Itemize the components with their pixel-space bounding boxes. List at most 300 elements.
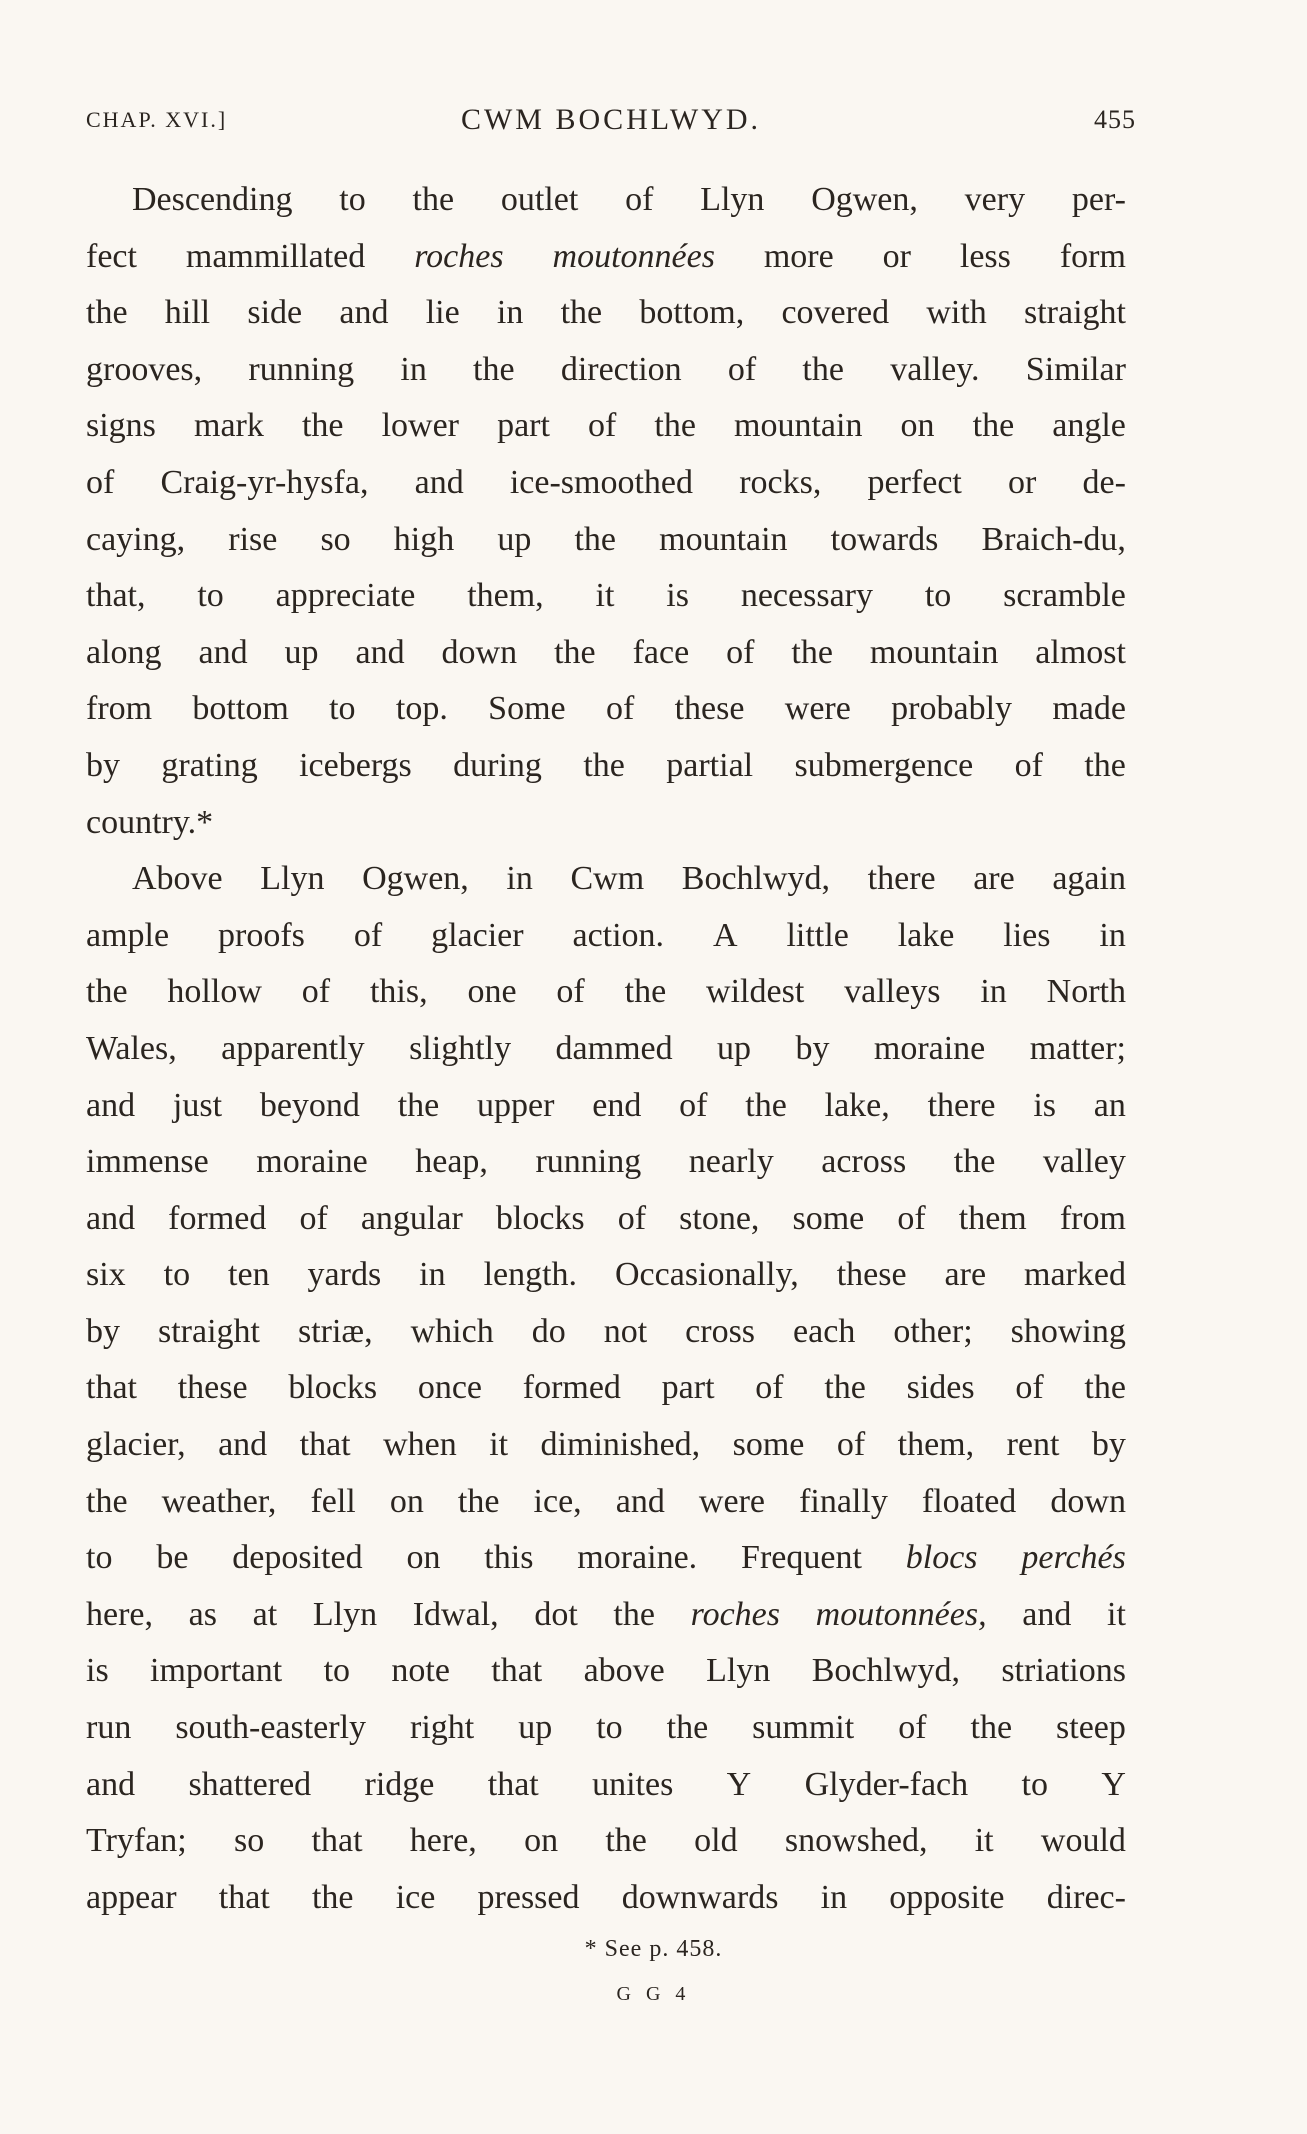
word: outlet [500, 181, 579, 218]
word: is [1033, 1086, 1056, 1124]
word: wildest [706, 973, 805, 1011]
word: by [86, 1312, 120, 1350]
word: formed [522, 1369, 621, 1407]
word: of [301, 973, 331, 1011]
word: the [397, 1086, 440, 1124]
word: ridge [364, 1765, 435, 1803]
word: is [666, 577, 689, 615]
word: and [86, 1086, 136, 1124]
word: Bochlwyd, [811, 1652, 960, 1690]
word: Craig-yr-hysfa, [160, 463, 369, 501]
word: blocks [288, 1369, 378, 1407]
word: bottom [192, 690, 289, 728]
word: mountain [869, 633, 999, 671]
text-line [86, 285, 1126, 342]
word: it [1107, 1595, 1126, 1633]
word: some [792, 1199, 865, 1237]
word: and [218, 1426, 268, 1464]
word: end [592, 1086, 642, 1124]
word: are [973, 860, 1015, 898]
word: ice [395, 1878, 436, 1916]
word: of [353, 916, 383, 954]
word: of [588, 407, 617, 445]
word: and [615, 1482, 665, 1520]
word: that [311, 1822, 363, 1860]
word: signs [86, 407, 156, 445]
word: the [972, 407, 1015, 445]
word: Llyn [260, 860, 325, 898]
word: each [793, 1312, 856, 1350]
word: these [177, 1369, 248, 1407]
word: in [496, 294, 524, 332]
word: lake [897, 916, 955, 954]
word: of [617, 1199, 647, 1237]
word: immense [86, 1143, 209, 1181]
word: the [1084, 1369, 1126, 1407]
word: moraine [256, 1143, 368, 1181]
text-line [86, 908, 1126, 965]
word: the [86, 294, 128, 332]
word: the [86, 1482, 128, 1520]
word: mammillated [185, 237, 366, 275]
text-line [86, 455, 1126, 512]
word: deposited [232, 1539, 363, 1577]
word: action. [572, 916, 665, 954]
word: it [489, 1426, 509, 1464]
word: when [383, 1426, 457, 1464]
word: more [763, 237, 834, 275]
text-line [86, 1247, 1126, 1304]
word: of [755, 1369, 784, 1407]
word: of [1014, 746, 1043, 784]
word: would [1040, 1822, 1126, 1860]
word: ice-smoothed [509, 463, 694, 501]
word: which [410, 1312, 494, 1350]
word: once [417, 1369, 483, 1407]
word: hollow [167, 973, 262, 1011]
word: to [163, 1256, 191, 1294]
text-line [86, 1078, 1126, 1135]
word: important [150, 1652, 283, 1690]
word: the [624, 973, 667, 1011]
word: showing [1010, 1312, 1126, 1350]
word: top. [395, 690, 448, 728]
word: them, [897, 1426, 975, 1464]
word: form [1059, 237, 1126, 275]
word: the [412, 181, 455, 218]
word: up [284, 633, 319, 671]
word: these [674, 690, 745, 728]
word: Tryfan; [86, 1822, 187, 1860]
word: and [198, 633, 248, 671]
running-head [86, 103, 1136, 139]
word: made [1052, 690, 1126, 728]
text-line [86, 1813, 1126, 1870]
word: grating [161, 746, 258, 784]
word: Frequent [741, 1539, 862, 1577]
word: the [613, 1595, 655, 1633]
word: of [605, 690, 635, 728]
word: angle [1052, 407, 1126, 445]
word: slightly [409, 1029, 512, 1067]
word: of [625, 181, 654, 218]
word: Cwm [570, 860, 645, 898]
word: little [786, 916, 849, 954]
word: and [355, 633, 405, 671]
word: it [595, 577, 615, 615]
word: of [556, 973, 585, 1011]
word: moraine [873, 1029, 986, 1067]
word: during [453, 746, 542, 784]
word: striations [1001, 1652, 1126, 1690]
word: to [596, 1709, 623, 1747]
word: in [1099, 916, 1126, 954]
word: opposite [889, 1878, 1005, 1916]
word: blocks [495, 1199, 585, 1237]
text-line [86, 398, 1126, 455]
word: this [484, 1539, 534, 1577]
word: of [299, 1199, 328, 1237]
word: mountain [734, 407, 863, 445]
word: part [661, 1369, 715, 1407]
word: with [926, 294, 987, 332]
text-line [86, 1757, 1126, 1814]
text-line [86, 1417, 1126, 1474]
word: to [86, 1539, 113, 1577]
word: or [1008, 463, 1037, 501]
word: is [86, 1652, 109, 1690]
word: by [86, 746, 120, 784]
text-line [86, 1134, 1126, 1191]
word: cross [685, 1312, 756, 1350]
word: upper [477, 1086, 555, 1124]
word: of [898, 1709, 927, 1747]
word: Ogwen, [362, 860, 469, 898]
word: direc- [1046, 1878, 1126, 1916]
word: perfect [867, 463, 962, 501]
word: mark [194, 407, 264, 445]
word: striæ, [297, 1312, 373, 1350]
word: icebergs [299, 746, 412, 784]
italic-word: moutonnées [552, 237, 715, 275]
italic-word: moutonnées, [815, 1595, 987, 1633]
word: Idwal, [412, 1595, 499, 1633]
word: the [473, 350, 515, 388]
word: valley [1042, 1143, 1126, 1181]
word: on [524, 1822, 559, 1860]
word: that [487, 1765, 539, 1803]
word: fect [86, 237, 137, 275]
word: grooves, [86, 350, 203, 388]
word: less [959, 237, 1011, 275]
text-line [86, 342, 1126, 399]
word: here, [86, 1595, 154, 1633]
word: down [441, 633, 518, 671]
word: six [86, 1256, 126, 1294]
word: Wales, [86, 1029, 177, 1067]
word: to [329, 690, 356, 728]
word: Glyder-fach [804, 1765, 969, 1803]
word: direction [560, 350, 682, 388]
word: these [836, 1256, 907, 1294]
word: downwards [621, 1878, 779, 1916]
word: running [248, 350, 355, 388]
word: or [882, 237, 911, 275]
word: on [389, 1482, 424, 1520]
word: old [694, 1822, 738, 1860]
word: from [86, 690, 153, 728]
word: straight [1024, 294, 1126, 332]
word: partial [666, 746, 754, 784]
word: here, [409, 1822, 477, 1860]
word: finally [799, 1482, 888, 1520]
text-line [86, 795, 1126, 852]
word: by [795, 1029, 830, 1067]
word: and [414, 463, 464, 501]
word: Llyn [700, 181, 765, 218]
word: dot [534, 1595, 578, 1633]
word: length. [483, 1256, 578, 1294]
word: right [410, 1709, 475, 1747]
word: weather, [161, 1482, 277, 1520]
text-line [86, 851, 1126, 908]
word: in [400, 350, 427, 388]
word: beyond [259, 1086, 360, 1124]
word: be [156, 1539, 189, 1577]
word: and [86, 1199, 136, 1237]
word: one [467, 973, 517, 1011]
page-number: 455 [1094, 105, 1136, 134]
word: and [86, 1765, 136, 1803]
word: snowshed, [784, 1822, 928, 1860]
word: there [927, 1086, 996, 1124]
word: so [320, 520, 351, 558]
word: probably [891, 690, 1013, 728]
word: were [698, 1482, 765, 1520]
word: from [1059, 1199, 1126, 1237]
word: rent [1006, 1426, 1060, 1464]
body-text [86, 172, 1126, 1926]
footnote: * See p. 458. [584, 1936, 723, 1962]
word: country.* [86, 803, 214, 841]
word: unites [592, 1765, 674, 1803]
word: the [574, 520, 617, 558]
word: some [732, 1426, 805, 1464]
word: Above [132, 860, 223, 898]
word: the [953, 1143, 996, 1181]
word: that [86, 1369, 137, 1407]
word: Y [1101, 1765, 1126, 1803]
word: south-easterly [175, 1709, 367, 1747]
word: dammed [555, 1029, 673, 1067]
word: straight [158, 1312, 260, 1350]
word: to [197, 577, 224, 615]
text-line [86, 568, 1126, 625]
word: the [824, 1369, 866, 1407]
italic-word: perchés [1021, 1539, 1126, 1577]
word: matter; [1029, 1029, 1126, 1067]
italic-word: blocs [905, 1539, 978, 1577]
word: caying, [86, 520, 186, 558]
word: the [666, 1709, 709, 1747]
word: the [802, 350, 844, 388]
word: were [784, 690, 851, 728]
word: the [745, 1086, 787, 1124]
text-line [86, 1360, 1126, 1417]
word: formed [168, 1199, 267, 1237]
word: on [900, 407, 935, 445]
word: Y [726, 1765, 752, 1803]
word: of [726, 633, 755, 671]
word: up [717, 1029, 752, 1067]
word: of [727, 350, 757, 388]
signature-mark: G G 4 [616, 1983, 691, 2005]
word: and [1022, 1595, 1072, 1633]
word: fell [310, 1482, 356, 1520]
text-line [86, 625, 1126, 682]
text-line [86, 1700, 1126, 1757]
word: per- [1071, 181, 1126, 218]
word: the [311, 1878, 354, 1916]
word: at [252, 1595, 278, 1633]
word: Some [488, 690, 566, 728]
word: bottom, [639, 294, 745, 332]
word: hill [164, 294, 211, 332]
word: ice, [533, 1482, 582, 1520]
word: to [924, 577, 952, 615]
word: of [836, 1426, 866, 1464]
word: shattered [188, 1765, 312, 1803]
word: above [583, 1652, 665, 1690]
word: in [980, 973, 1007, 1011]
word: Ogwen, [811, 181, 918, 218]
word: again [1052, 860, 1126, 898]
word: so [234, 1822, 265, 1860]
word: Llyn [312, 1595, 378, 1633]
word: the [457, 1482, 500, 1520]
text-line [86, 1304, 1126, 1361]
word: lie [425, 294, 460, 332]
word: very [964, 181, 1026, 218]
word: the [791, 633, 833, 671]
word: face [632, 633, 690, 671]
word: are [944, 1256, 987, 1294]
page-title: CWM BOCHLWYD. [460, 103, 762, 136]
word: the [654, 407, 696, 445]
word: necessary [740, 577, 873, 615]
text-line [86, 1021, 1126, 1078]
word: Occasionally, [615, 1256, 799, 1294]
word: proofs [218, 916, 305, 954]
word: by [1091, 1426, 1126, 1464]
word: as [188, 1595, 217, 1633]
text-line [86, 738, 1126, 795]
word: marked [1024, 1256, 1126, 1294]
text-line [86, 1643, 1126, 1700]
word: pressed [477, 1878, 580, 1916]
word: A [712, 916, 738, 954]
word: of [86, 463, 115, 501]
word: summit [752, 1709, 855, 1747]
word: not [603, 1312, 648, 1350]
word: apparently [221, 1029, 365, 1067]
word: stone, [679, 1199, 760, 1237]
text-line [86, 1474, 1126, 1531]
word: there [867, 860, 936, 898]
word: the [86, 973, 128, 1011]
word: down [1050, 1482, 1126, 1520]
word: to [1021, 1765, 1048, 1803]
text-line [86, 1530, 1126, 1587]
word: appreciate [275, 577, 416, 615]
word: North [1046, 973, 1126, 1011]
word: it [974, 1822, 994, 1860]
word: up [497, 520, 532, 558]
text-line [86, 681, 1126, 738]
word: valleys [844, 973, 941, 1011]
text-line [86, 512, 1126, 569]
word: moraine. [577, 1539, 698, 1577]
word: this, [369, 973, 428, 1011]
word: Similar [1025, 350, 1126, 388]
word: rocks, [739, 463, 822, 501]
word: running [535, 1143, 642, 1181]
word: that, [86, 577, 146, 615]
word: mountain [659, 520, 788, 558]
word: yards [307, 1256, 382, 1294]
word: high [393, 520, 455, 558]
word: angular [360, 1199, 463, 1237]
word: almost [1035, 633, 1126, 671]
word: of [897, 1199, 926, 1237]
text-line [86, 1191, 1126, 1248]
word: Braich-du, [981, 520, 1126, 558]
word: steep [1056, 1709, 1126, 1747]
text-line [86, 1587, 1126, 1644]
word: ample [86, 916, 170, 954]
word: to [339, 181, 366, 218]
word: of [1015, 1369, 1044, 1407]
word: across [821, 1143, 907, 1181]
word: scramble [1003, 577, 1126, 615]
word: up [518, 1709, 553, 1747]
word: lake, [824, 1086, 890, 1124]
word: that [299, 1426, 351, 1464]
word: them, [467, 577, 544, 615]
text-line [86, 172, 1126, 229]
word: of [679, 1086, 708, 1124]
word: just [172, 1086, 223, 1124]
italic-word: roches [414, 237, 504, 275]
word: the [560, 294, 603, 332]
word: the [583, 746, 625, 784]
word: that [491, 1652, 543, 1690]
word: Llyn [706, 1652, 771, 1690]
word: appear [86, 1878, 177, 1916]
word: in [419, 1256, 446, 1294]
word: valley. [890, 350, 980, 388]
word: heap, [415, 1143, 488, 1181]
chapter-marker: CHAP. XVI.] [86, 107, 228, 132]
word: the [605, 1822, 647, 1860]
word: glacier, [86, 1426, 186, 1464]
word: the [301, 407, 344, 445]
word: along [86, 633, 162, 671]
word: run [86, 1709, 132, 1747]
word: do [531, 1312, 566, 1350]
word: rise [228, 520, 278, 558]
word: covered [781, 294, 890, 332]
